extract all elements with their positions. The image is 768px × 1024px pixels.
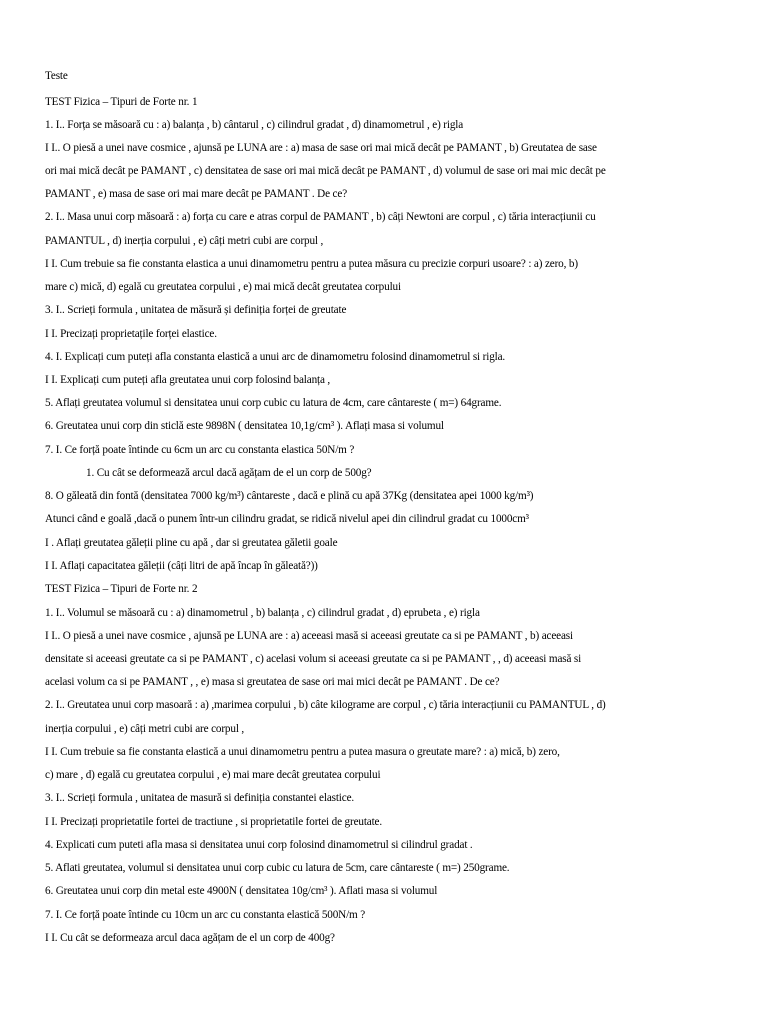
question-line: 1. I.. Forța se măsoară cu : a) balanța , b) cântarul , c) cilindrul gradat , d) dinamometrul , e) rigla: [45, 119, 464, 131]
question-line: densitate si aceeasi greutate ca si pe PAMANT , c) acelasi volum si aceeasi greutate ca si pe PAMANT , , d) aceeasi masă si: [45, 653, 582, 665]
sub-question-line: 1. Cu cât se deformează arcul dacă agățam de el un corp de 500g?: [86, 467, 372, 479]
question-line: 5. Aflați greutatea volumul si densitatea unui corp cubic cu latura de 4cm, care cântareste ( m=) 64grame.: [45, 397, 502, 409]
question-line: 2. I.. Greutatea unui corp masoară : a) ,marimea corpului , b) câte kilograme are corpul , c) tăria interacțiunii cu PAMANTUL , d): [45, 699, 606, 711]
question-line: mare c) mică, d) egală cu greutatea corpului , e) mai mică decât greutatea corpului: [45, 281, 401, 293]
question-line: 6. Greutatea unui corp din metal este 4900N ( densitatea 10g/cm³ ). Aflati masa si volumul: [45, 885, 438, 897]
question-line: I I.. O piesă a unei nave cosmice , ajunsă pe LUNA are : a) masa de sase ori mai mică decât pe PAMANT , b) Greutatea de sase: [45, 142, 597, 154]
question-line: 1. I.. Volumul se măsoară cu : a) dinamometrul , b) balanța , c) cilindrul gradat , d) eprubeta , e) rigla: [45, 607, 480, 619]
question-line: I I. Precizați proprietațile forței elastice.: [45, 328, 217, 340]
question-line: I I. Cum trebuie sa fie constanta elastica a unui dinamometru pentru a putea măsura cu precizie corpuri usoare? : a) zero, b): [45, 258, 578, 270]
question-line: 7. I. Ce forță poate întinde cu 10cm un arc cu constanta elastică 500N/m ?: [45, 909, 366, 921]
question-line: I I. Cum trebuie sa fie constanta elastică a unui dinamometru pentru a putea masura o greutate mare? : a) mică, b) zero,: [45, 746, 560, 758]
question-line: ori mai mică decât pe PAMANT , c) densitatea de sase ori mai mică decât pe PAMANT , d) volumul de sase ori mai mic decât pe: [45, 165, 606, 177]
question-line: I I. Cu cât se deformeaza arcul daca agățam de el un corp de 400g?: [45, 932, 335, 944]
question-line: I I. Precizați proprietatile fortei de tractiune , si proprietatile fortei de greutate.: [45, 816, 383, 828]
question-line: Atunci când e goală ,dacă o punem într-un cilindru gradat, se ridică nivelul apei din cilindrul gradat cu 1000cm³: [45, 513, 529, 525]
question-line: I . Aflați greutatea găleții pline cu apă , dar si greutatea găletii goale: [45, 537, 338, 549]
test-title: TEST Fizica – Tipuri de Forte nr. 1: [45, 96, 198, 108]
question-line: 5. Aflati greutatea, volumul si densitatea unui corp cubic cu latura de 5cm, care cântareste ( m=) 250grame.: [45, 862, 510, 874]
question-line: I I.. O piesă a unei nave cosmice , ajunsă pe LUNA are : a) aceeasi masă si aceeasi greutate ca si pe PAMANT , b) aceeasi: [45, 630, 573, 642]
question-line: 4. I. Explicați cum puteți afla constanta elastică a unui arc de dinamometru folosind dinamometrul si rigla.: [45, 351, 506, 363]
question-line: c) mare , d) egală cu greutatea corpului , e) mai mare decât greutatea corpului: [45, 769, 381, 781]
question-line: 7. I. Ce forță poate întinde cu 6cm un arc cu constanta elastica 50N/m ?: [45, 444, 355, 456]
question-line: 6. Greutatea unui corp din sticlă este 9898N ( densitatea 10,1g/cm³ ). Aflați masa si volumul: [45, 420, 444, 432]
test-title: TEST Fizica – Tipuri de Forte nr. 2: [45, 583, 198, 595]
question-line: I I. Explicați cum puteți afla greutatea unui corp folosind balanța ,: [45, 374, 331, 386]
question-line: PAMANTUL , d) inerția corpului , e) câți metri cubi are corpul ,: [45, 235, 324, 247]
question-line: I I. Aflați capacitatea găleții (câți litri de apă încap în găleată?)): [45, 560, 318, 572]
question-line: acelasi volum ca si pe PAMANT , , e) masa si greutatea de sase ori mai mici decât pe PAMANT . De ce?: [45, 676, 500, 688]
question-line: 3. I.. Scrieți formula , unitatea de masură si definiția constantei elastice.: [45, 792, 355, 804]
question-line: 2. I.. Masa unui corp măsoară : a) forța cu care e atras corpul de PAMANT , b) câți Newtoni are corpul , c) tăria interacțiunii cu: [45, 211, 596, 223]
question-line: 3. I.. Scrieți formula , unitatea de măsură și definiția forței de greutate: [45, 304, 347, 316]
doc-heading: Teste: [45, 70, 68, 82]
question-line: 4. Explicati cum puteti afla masa si densitatea unui corp folosind dinamometrul si cilindrul gradat .: [45, 839, 473, 851]
question-line: inerția corpului , e) câți metri cubi are corpul ,: [45, 723, 245, 735]
question-line: 8. O găleată din fontă (densitatea 7000 kg/m³) cântareste , dacă e plină cu apă 37Kg (densitatea apei 1000 kg/m³): [45, 490, 534, 502]
question-line: PAMANT , e) masa de sase ori mai mare decât pe PAMANT . De ce?: [45, 188, 348, 200]
